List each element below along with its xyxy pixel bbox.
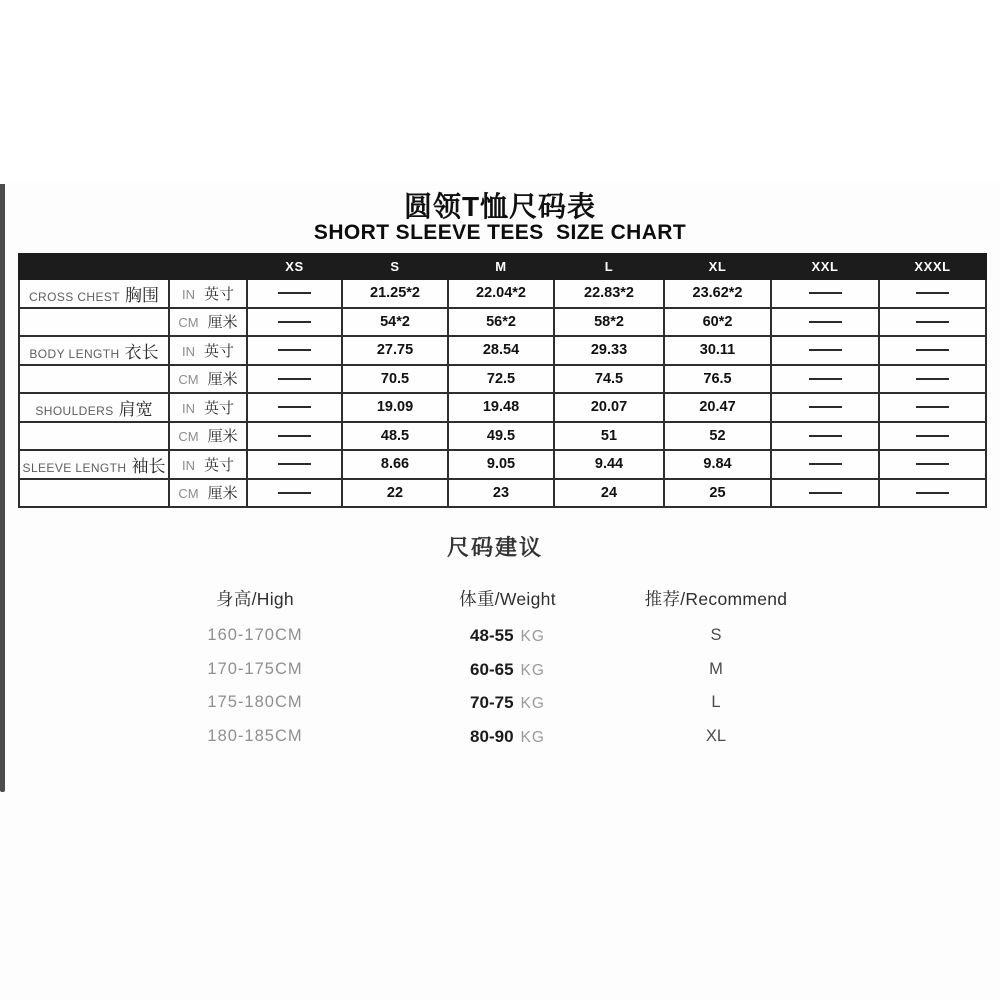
size-value-cell: 20.47 — [664, 393, 771, 422]
unit-label-en: CM — [178, 429, 199, 445]
recommendation-column-height: 身高/High — [216, 589, 294, 609]
size-header-l: L — [554, 254, 664, 279]
measurement-label-cell — [19, 279, 169, 308]
recommendation-height: 170-175CM — [207, 659, 303, 678]
recommendation-rows — [0, 621, 1000, 755]
size-value-cell: 30.11 — [664, 336, 771, 365]
page-title-chinese: 圆领T恤尺码表 — [403, 191, 597, 222]
size-value-cell: 9.05 — [448, 450, 554, 479]
size-value-cell — [247, 422, 342, 451]
recommendation-weight — [400, 660, 615, 680]
recommendation-weight-number: 60-65 — [470, 659, 514, 679]
measurement-label-en: SLEEVE LENGTH — [22, 460, 127, 475]
dash-placeholder — [278, 463, 311, 465]
size-value-cell: 27.75 — [342, 336, 448, 365]
size-value-cell: 51 — [554, 422, 664, 451]
recommendation-title: 尺码建议 — [446, 535, 543, 560]
size-value-cell — [879, 393, 986, 422]
dash-placeholder — [809, 435, 842, 437]
size-value-cell — [247, 308, 342, 337]
dash-placeholder — [916, 378, 949, 380]
unit-cell — [169, 422, 247, 451]
recommendation-height: 160-170CM — [207, 626, 303, 644]
unit-cell — [169, 336, 247, 365]
size-value-cell: 49.5 — [448, 422, 554, 451]
size-value-cell — [879, 308, 986, 337]
dash-placeholder — [809, 292, 842, 294]
dash-placeholder — [916, 321, 949, 323]
size-table-row — [19, 279, 986, 308]
recommendation-weight-number: 48-55 — [470, 626, 514, 645]
size-value-cell: 22 — [342, 479, 448, 508]
size-header-s: S — [342, 254, 448, 279]
size-value-cell — [771, 450, 879, 479]
size-value-cell — [771, 393, 879, 422]
size-value-cell — [771, 279, 879, 308]
dash-placeholder — [278, 349, 311, 351]
unit-label-en: IN — [181, 286, 195, 302]
recommendation-size: M — [709, 659, 723, 678]
size-value-cell: 25 — [664, 479, 771, 508]
measurement-label-cell — [19, 450, 169, 479]
unit-cell — [169, 308, 247, 337]
size-value-cell: 9.44 — [554, 450, 664, 479]
size-value-cell — [247, 479, 342, 508]
unit-label-zh: 厘米 — [207, 314, 238, 332]
unit-label-zh: 英寸 — [203, 456, 234, 474]
size-value-cell — [771, 365, 879, 394]
measurement-label-cell — [19, 365, 169, 394]
measurement-label-cell — [19, 393, 169, 422]
dash-placeholder — [916, 349, 949, 351]
size-value-cell — [771, 479, 879, 508]
recommendation-column-weight: 体重/Weight — [459, 589, 556, 609]
dash-placeholder — [916, 492, 949, 494]
recommendation-row — [0, 688, 1000, 722]
size-value-cell: 48.5 — [342, 422, 448, 451]
size-value-cell: 19.48 — [448, 393, 554, 422]
recommendation-weight — [400, 727, 615, 747]
size-table-row — [19, 365, 986, 394]
size-table-header-row — [19, 254, 986, 279]
recommendation-weight-unit: KG — [520, 728, 545, 746]
recommendation-size: L — [711, 693, 721, 711]
size-value-cell: 9.84 — [664, 450, 771, 479]
size-value-cell: 76.5 — [664, 365, 771, 394]
size-value-cell: 74.5 — [554, 365, 664, 394]
size-value-cell: 24 — [554, 479, 664, 508]
size-table-row — [19, 336, 986, 365]
measurement-label-zh: 胸围 — [125, 285, 160, 305]
measurement-label-zh: 袖长 — [131, 456, 166, 476]
dash-placeholder — [809, 406, 842, 408]
size-value-cell: 28.54 — [448, 336, 554, 365]
size-value-cell — [247, 450, 342, 479]
size-value-cell: 23 — [448, 479, 554, 508]
dash-placeholder — [809, 463, 842, 465]
unit-label-en: CM — [178, 372, 199, 388]
dash-placeholder — [278, 292, 311, 294]
size-value-cell: 29.33 — [554, 336, 664, 365]
size-header-xxl: XXL — [771, 254, 879, 279]
corner-cell-label — [19, 254, 169, 279]
size-table-row — [19, 450, 986, 479]
size-value-cell — [879, 279, 986, 308]
size-value-cell — [771, 308, 879, 337]
recommendation-height: 175-180CM — [207, 693, 303, 711]
measurement-label-cell — [19, 422, 169, 451]
size-header-xs: XS — [247, 254, 342, 279]
size-value-cell: 70.5 — [342, 365, 448, 394]
size-header-xl: XL — [664, 254, 771, 279]
unit-cell — [169, 279, 247, 308]
unit-cell — [169, 479, 247, 508]
unit-label-en: IN — [181, 400, 195, 416]
dash-placeholder — [809, 321, 842, 323]
recommendation-row — [0, 655, 1000, 689]
measurement-label-en: BODY LENGTH — [29, 346, 120, 361]
size-header-xxxl: XXXL — [879, 254, 986, 279]
size-value-cell — [879, 479, 986, 508]
size-table — [18, 253, 987, 508]
measurement-label-zh: 衣长 — [124, 342, 159, 362]
dash-placeholder — [278, 378, 311, 380]
size-table-row — [19, 422, 986, 451]
unit-label-en: IN — [181, 457, 195, 473]
dash-placeholder — [809, 492, 842, 494]
size-value-cell: 21.25*2 — [342, 279, 448, 308]
size-value-cell — [879, 336, 986, 365]
recommendation-height: 180-185CM — [207, 726, 303, 745]
dash-placeholder — [916, 292, 949, 294]
size-table-row — [19, 479, 986, 508]
unit-label-en: CM — [178, 315, 199, 331]
size-value-cell: 52 — [664, 422, 771, 451]
recommendation-column-size: 推荐/Recommend — [644, 589, 788, 609]
dash-placeholder — [916, 463, 949, 465]
dash-placeholder — [809, 378, 842, 380]
unit-label-en: CM — [178, 486, 199, 502]
recommendation-weight-unit: KG — [520, 628, 545, 645]
size-value-cell: 23.62*2 — [664, 279, 771, 308]
size-value-cell: 54*2 — [342, 308, 448, 337]
size-table-row — [19, 308, 986, 337]
size-value-cell — [771, 422, 879, 451]
size-value-cell — [247, 336, 342, 365]
size-value-cell — [247, 365, 342, 394]
unit-label-zh: 厘米 — [207, 428, 238, 446]
measurement-label-cell — [19, 479, 169, 508]
size-value-cell: 72.5 — [448, 365, 554, 394]
measurement-label-en: SHOULDERS — [35, 403, 114, 418]
recommendation-weight-number: 70-75 — [470, 693, 514, 712]
size-value-cell — [879, 450, 986, 479]
unit-label-zh: 英寸 — [203, 399, 234, 417]
dash-placeholder — [278, 321, 311, 323]
measurement-label-cell — [19, 336, 169, 365]
recommendation-weight — [400, 626, 615, 646]
unit-label-zh: 英寸 — [203, 342, 234, 360]
recommendation-weight-unit: KG — [520, 695, 545, 712]
size-value-cell — [879, 365, 986, 394]
recommendation-size: XL — [705, 726, 727, 745]
size-table-row — [19, 393, 986, 422]
unit-cell — [169, 450, 247, 479]
unit-label-zh: 英寸 — [203, 285, 234, 303]
unit-label-zh: 厘米 — [207, 485, 238, 503]
dash-placeholder — [278, 435, 311, 437]
size-value-cell: 22.04*2 — [448, 279, 554, 308]
size-value-cell — [879, 422, 986, 451]
page-title-english: SHORT SLEEVE TEES SIZE CHART — [313, 221, 687, 244]
recommendation-row — [0, 621, 1000, 655]
recommendation-weight-number: 80-90 — [470, 726, 514, 746]
size-value-cell — [771, 336, 879, 365]
measurement-label-en: CROSS CHEST — [28, 289, 121, 304]
size-value-cell: 58*2 — [554, 308, 664, 337]
size-header-m: M — [448, 254, 554, 279]
dash-placeholder — [809, 349, 842, 351]
measurement-label-zh: 肩宽 — [118, 399, 153, 419]
unit-cell — [169, 365, 247, 394]
recommendation-weight — [400, 693, 615, 713]
size-value-cell: 22.83*2 — [554, 279, 664, 308]
size-value-cell — [247, 279, 342, 308]
size-value-cell: 19.09 — [342, 393, 448, 422]
unit-cell — [169, 393, 247, 422]
measurement-label-cell — [19, 308, 169, 337]
size-value-cell: 56*2 — [448, 308, 554, 337]
unit-label-zh: 厘米 — [207, 371, 238, 389]
recommendation-weight-unit: KG — [520, 661, 545, 679]
unit-label-en: IN — [181, 343, 195, 359]
size-value-cell — [247, 393, 342, 422]
dash-placeholder — [916, 406, 949, 408]
size-value-cell: 20.07 — [554, 393, 664, 422]
dash-placeholder — [278, 406, 311, 408]
dash-placeholder — [916, 435, 949, 437]
recommendation-size: S — [710, 626, 722, 644]
size-value-cell: 60*2 — [664, 308, 771, 337]
recommendation-row — [0, 722, 1000, 756]
dash-placeholder — [278, 492, 311, 494]
corner-cell-unit — [169, 254, 247, 279]
recommendation-header-row — [0, 586, 1000, 610]
size-value-cell: 8.66 — [342, 450, 448, 479]
